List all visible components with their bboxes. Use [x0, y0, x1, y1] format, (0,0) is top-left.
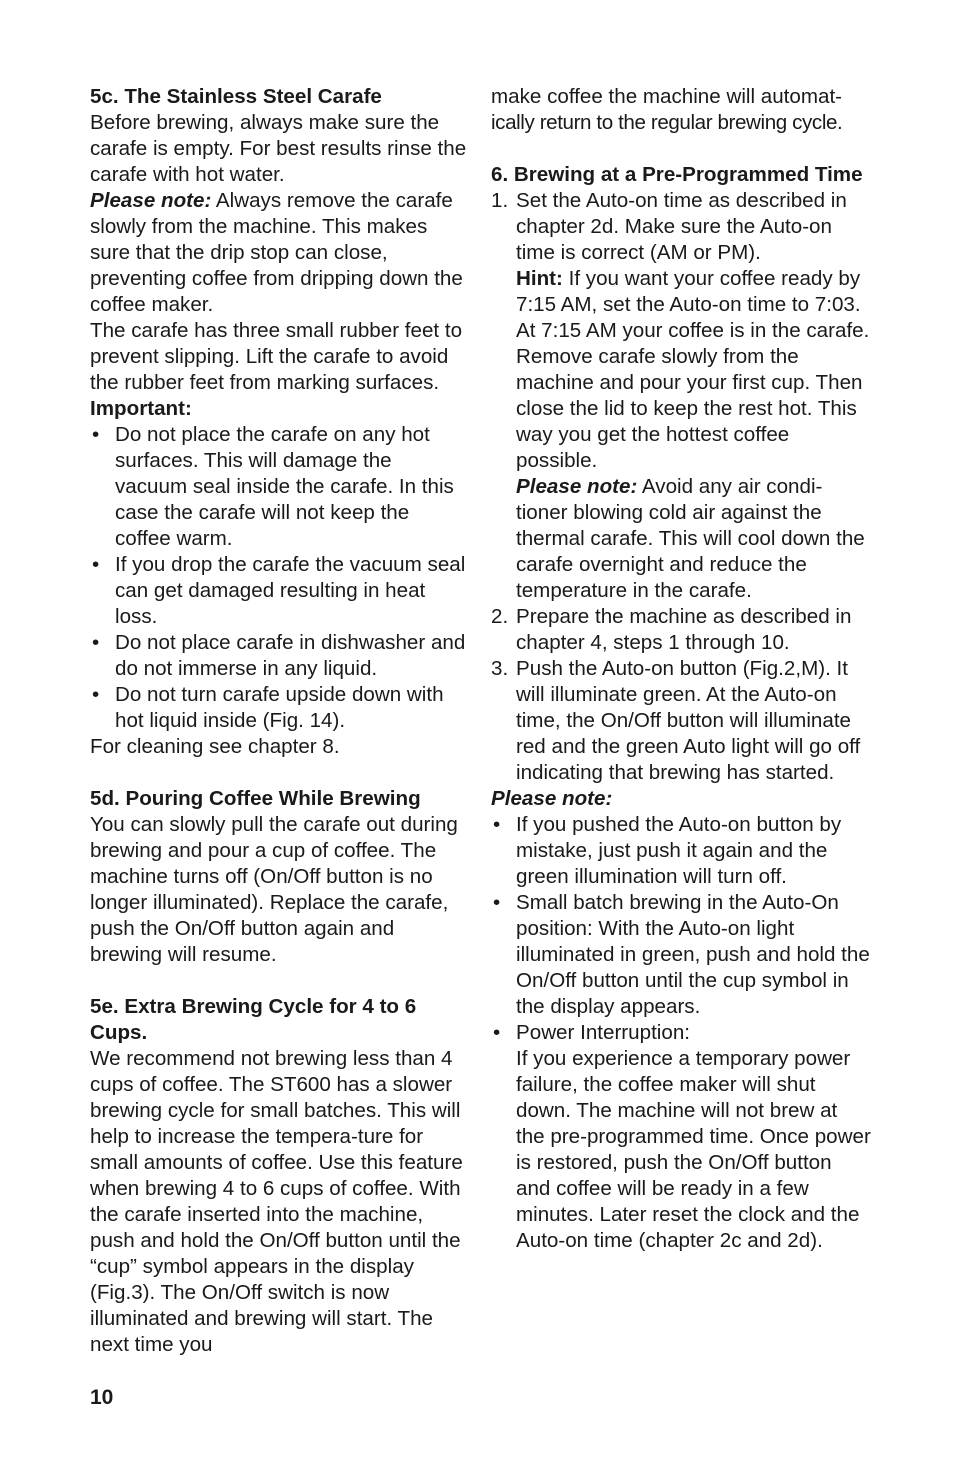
section-6-heading: 6. Brewing at a Pre-Programmed Time	[491, 163, 863, 186]
section-5c-note	[90, 188, 468, 318]
section-5d-heading: 5d. Pouring Coffee While Brewing	[90, 787, 421, 810]
power-label: Power Interruption:	[516, 1021, 690, 1044]
power-text: If you experience a temporary power failure, the coffee maker will shut down. The machine will not brew at the pre-programmed time. Once power is restored, push the On/Off button and coffee will be ready in a few minutes. Later reset the clock and the Auto-on time (chapter 2c and 2d).	[516, 1047, 871, 1252]
list-item: • Do not turn carafe upside down with hot liquid inside (Fig. 14).	[90, 682, 468, 734]
steps-list	[491, 188, 871, 786]
note-label: Please note:	[90, 189, 212, 212]
step-text: Push the Auto-on button (Fig.2,M). It will illuminate green. At the Auto-on time, the On/Off button will illuminate red and the green Auto light will go off indicating that brewing has started.	[516, 657, 861, 784]
section-5c-feet: The carafe has three small rubber feet to prevent slipping. Lift the carafe to avoid the rubber feet from marking surfaces.	[90, 319, 463, 394]
cleaning-reference: For cleaning see chapter 8.	[90, 735, 340, 758]
important-label: Important:	[90, 397, 192, 420]
step-text: Set the Auto-on time as described in chapter 2d. Make sure the Auto-on time is correct (AM or PM).	[516, 189, 847, 264]
step-number: 1.	[491, 189, 509, 212]
step-item	[491, 656, 871, 786]
hint-text: If you want your coffee ready by 7:15 AM, set the Auto-on time to 7:03. At 7:15 AM your coffee is in the carafe. Remove carafe slowly from the machine and pour your first cup. Then close the lid to keep the rest hot. This way you get the hottest coffee possible.	[516, 267, 870, 472]
important-list	[90, 422, 468, 734]
hint-label: Hint:	[516, 267, 563, 290]
right-column	[491, 84, 871, 1254]
section-5d-text: You can slowly pull the carafe out during brewing and pour a cup of coffee. The machine turns off (On/Off button is no longer illuminated). Replace the carafe, push the On/Off button again and brewing will resume.	[90, 813, 458, 966]
list-item: • If you drop the carafe the vacuum seal can get damaged resulting in heat loss.	[90, 552, 468, 630]
step-item	[491, 188, 871, 604]
section-5e-text: We recommend not brewing less than 4 cups of coffee. The ST600 has a slower brewing cycle for small batches. This will help to increase the tempera-ture for small amounts of coffee. Use this feature when brewing 4 to 6 cups of coffee. With the carafe inserted into the machine, push and hold the On/Off button until the “cup” symbol appears in the display (Fig.3). The On/Off switch is now illuminated and brewing will start. The next time you	[90, 1047, 463, 1356]
list-item: • Do not place the carafe on any hot surfaces. This will damage the vacuum seal inside the carafe. In this case the carafe will not keep the coffee warm.	[90, 422, 468, 552]
please-note-heading: Please note:	[491, 787, 613, 810]
page-number: 10	[90, 1386, 114, 1409]
list-item: • Small batch brewing in the Auto-On position: With the Auto-on light illuminated in green, push and hold the On/Off button until the cup symbol in the display appears.	[491, 890, 871, 1020]
step-item	[491, 604, 871, 656]
list-item: • If you pushed the Auto-on button by mistake, just push it again and the green illumination will turn off.	[491, 812, 871, 890]
continuation-line-2: ically return to the regular brewing cycle.	[491, 111, 843, 134]
list-item	[491, 1020, 871, 1254]
list-item: • Do not place carafe in dishwasher and do not immerse in any liquid.	[90, 630, 468, 682]
step-text: Prepare the machine as described in chapter 4, steps 1 through 10.	[516, 605, 852, 654]
step-number: 3.	[491, 657, 509, 680]
section-5e-heading: 5e. Extra Brewing Cycle for 4 to 6 Cups.	[90, 995, 417, 1044]
note-text: Avoid any air condi-tioner blowing cold air against the thermal carafe. This will cool down the carafe overnight and reduce the temperature in the carafe.	[516, 475, 865, 602]
step-number: 2.	[491, 605, 509, 628]
section-5c-heading: 5c. The Stainless Steel Carafe	[90, 85, 382, 108]
note-text: Always remove the carafe slowly from the machine. This makes sure that the drip stop can close, preventing coffee from dripping down the coffee maker.	[90, 189, 463, 316]
section-5c-intro: Before brewing, always make sure the carafe is empty. For best results rinse the carafe with hot water.	[90, 111, 467, 186]
left-column	[90, 84, 468, 1358]
continuation-line-1: make coffee the machine will automat-	[491, 85, 843, 108]
note-label: Please note:	[516, 475, 638, 498]
note-list	[491, 812, 871, 1254]
